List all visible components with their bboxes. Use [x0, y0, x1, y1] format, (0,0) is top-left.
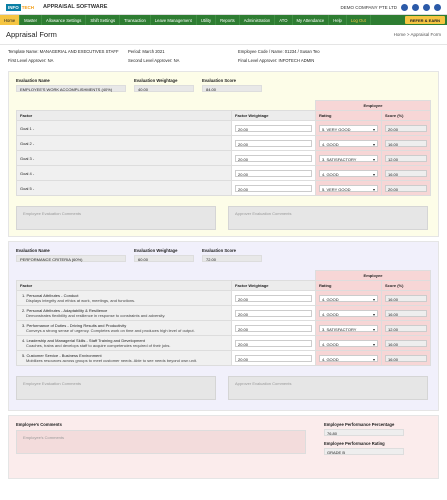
second-approver: Second Level Approver: NA	[128, 58, 180, 63]
eval-score-value: 84.00	[202, 85, 262, 92]
employee-evaluation-comments[interactable]: Employee Evaluation Comments	[16, 376, 216, 400]
performance-percentage-label: Employee Performance Percentage	[324, 422, 395, 427]
factor-table-1	[16, 100, 431, 196]
approver-evaluation-comments[interactable]: Approver Evaluation Comments	[228, 376, 428, 400]
factor-weight-input[interactable]: 20.00	[235, 340, 312, 347]
chevron-down-icon: ▾	[372, 326, 375, 332]
nav-administration[interactable]: Administration	[240, 15, 276, 25]
page-title: Appraisal Form	[6, 30, 57, 39]
factor-description: Demonstrates flexibility and resilience in response to constraints and adversity.	[26, 313, 166, 318]
rating-value: 5. VERY GOOD	[322, 126, 351, 132]
eval-score-label: Evaluation Score	[202, 248, 236, 253]
rating-select[interactable]	[319, 340, 378, 347]
nav-transaction[interactable]: Transaction	[120, 15, 151, 25]
rating-value: 4. GOOD	[322, 356, 339, 362]
nav-allowance[interactable]: Allowance Settings	[42, 15, 86, 25]
factor-weight-input[interactable]: 20.00	[235, 325, 312, 332]
factor-title: 2. Personal Attributes - Adaptability & Resilience	[22, 308, 108, 313]
rating-select[interactable]	[319, 140, 378, 147]
eval-score-label: Evaluation Score	[202, 78, 236, 83]
score-value: 16.00	[385, 295, 427, 302]
nav-master[interactable]: Master	[20, 15, 42, 25]
settings-icon[interactable]	[412, 4, 419, 11]
factor-row	[17, 306, 431, 321]
rating-select[interactable]	[319, 125, 378, 132]
employee-comments-label: Employee's Comments	[16, 422, 62, 427]
appraisal-info	[0, 45, 447, 67]
eval-name-label: Evaluation Name	[16, 78, 50, 83]
notification-icon[interactable]	[423, 4, 430, 11]
chevron-down-icon: ▾	[372, 126, 375, 132]
factor-row	[17, 151, 431, 166]
eval-weight-value: 40.00	[134, 85, 194, 92]
rating-header: Rating	[316, 111, 382, 121]
rating-value: 5. VERY GOOD	[322, 186, 351, 192]
factor-title: 1. Personal Attributes - Conduct	[22, 293, 79, 298]
eval-weight-label: Evaluation Weightage	[134, 248, 178, 253]
factor-cell	[17, 321, 232, 336]
factor-description: Displays integrity and ethics at work, meetings, and functions.	[26, 298, 136, 303]
final-approver: Final Level Approver: INFOTECH ADMIN	[238, 58, 315, 63]
nav-reports[interactable]: Reports	[216, 15, 240, 25]
eval-name-value: EMPLOYEE'S WORK ACCOMPLISHMENTS (40%)	[16, 85, 126, 92]
chevron-down-icon: ▾	[372, 141, 375, 147]
evaluation-section-1	[8, 71, 439, 237]
employee-header: Employee	[316, 101, 431, 111]
nav-shift[interactable]: Shift Settings	[86, 15, 120, 25]
factor-weight-input[interactable]: 20.00	[235, 140, 312, 147]
factor-weight-input[interactable]: 20.00	[235, 170, 312, 177]
company-name[interactable]: DEMO COMPANY PTE LTD	[340, 4, 397, 10]
factor-row	[17, 336, 431, 351]
eval-weight-label: Evaluation Weightage	[134, 78, 178, 83]
rating-value: 3. SATISFACTORY	[322, 326, 357, 332]
score-header: Score (%)	[382, 111, 431, 121]
chevron-down-icon: ▾	[372, 156, 375, 162]
performance-rating-label: Employee Performance Rating	[324, 441, 385, 446]
factor-weight-input[interactable]: 20.00	[235, 355, 312, 362]
rating-select[interactable]	[319, 310, 378, 317]
eval-name-value: PERFORMANCE CRITERIA (60%)	[16, 255, 126, 262]
help-icon[interactable]	[434, 4, 441, 11]
factor-cell	[17, 336, 232, 351]
chevron-down-icon: ▾	[372, 171, 375, 177]
rating-select[interactable]	[319, 170, 378, 177]
rating-select[interactable]	[319, 185, 378, 192]
chevron-down-icon: ▾	[372, 356, 375, 362]
breadcrumb[interactable]: Home > Appraisal Form	[393, 32, 441, 37]
score-value: 16.00	[385, 355, 427, 362]
factor-cell	[17, 151, 232, 166]
rating-select[interactable]	[319, 325, 378, 332]
eval-score-value: 72.00	[202, 255, 262, 262]
nav-utility[interactable]: Utility	[197, 15, 216, 25]
top-bar	[0, 0, 447, 15]
rating-value: 4. GOOD	[322, 311, 339, 317]
score-value: 16.00	[385, 340, 427, 347]
factor-title: Goal 5 -	[20, 185, 35, 191]
employee-evaluation-comments[interactable]: Employee Evaluation Comments	[16, 206, 216, 230]
rating-value: 4. GOOD	[322, 171, 339, 177]
factor-header: Factor	[17, 281, 232, 291]
nav-leave[interactable]: Leave Management	[151, 15, 197, 25]
user-icon[interactable]	[401, 4, 408, 11]
factor-weight-input[interactable]: 20.00	[235, 125, 312, 132]
evaluation-section-2	[8, 241, 439, 411]
summary-section	[8, 415, 439, 479]
rating-select[interactable]	[319, 295, 378, 302]
factor-title: 4. Leadership and Managerial Skills - Staff Training and Development	[22, 338, 145, 343]
factor-row	[17, 166, 431, 181]
factor-cell	[17, 351, 232, 366]
logo-part-b: TECH	[21, 4, 34, 10]
employee-comments-field[interactable]: Employee's Comments	[16, 430, 306, 454]
score-value: 12.00	[385, 325, 427, 332]
template-name: Template Name: MANAGERIAL AND EXECUTIVES STAFF	[8, 49, 119, 54]
factor-row	[17, 136, 431, 151]
score-value: 16.00	[385, 310, 427, 317]
factor-cell	[17, 181, 232, 196]
performance-rating-value: GRADE B	[324, 448, 404, 455]
factor-title: Goal 1 -	[20, 125, 35, 131]
score-value: 16.00	[385, 140, 427, 147]
chevron-down-icon: ▾	[372, 311, 375, 317]
logo-part-a: INFO	[8, 4, 19, 10]
employee-header: Employee	[316, 271, 431, 281]
factor-cell	[17, 121, 232, 136]
refer-earn-button[interactable]: REFER & EARN	[405, 16, 445, 24]
nav-home[interactable]: Home	[0, 15, 20, 25]
rating-value: 4. GOOD	[322, 296, 339, 302]
factor-description: Mobilizes resources across groups to meet customer needs. Able to see needs beyond own unit.	[26, 358, 197, 363]
eval-weight-value: 60.00	[134, 255, 194, 262]
nav-help[interactable]: Help	[329, 15, 347, 25]
chevron-down-icon: ▾	[372, 296, 375, 302]
factor-title: Goal 3 -	[20, 155, 35, 161]
score-value: 12.00	[385, 155, 427, 162]
factor-cell	[17, 136, 232, 151]
factor-title: 5. Customer Service - Business Environment	[22, 353, 102, 358]
app-title: APPRAISAL SOFTWARE	[43, 4, 108, 10]
factor-description: Conveys a strong sense of urgency. Completes work on time and produces high level of output.	[26, 328, 195, 333]
nav-attendance[interactable]: My Attendance	[293, 15, 330, 25]
factor-weight-header: Factor Weightage	[232, 281, 316, 291]
rating-header: Rating	[316, 281, 382, 291]
factor-weight-input[interactable]: 20.00	[235, 185, 312, 192]
factor-table-2	[16, 270, 431, 366]
factor-title: 3. Performance of Duties - Driving Results and Productivity	[22, 323, 127, 328]
factor-title: Goal 4 -	[20, 170, 35, 176]
employee-code-name: Employee Code / Name: 01234 / Susan Teo	[238, 49, 320, 54]
factor-cell	[17, 306, 232, 321]
rating-value: 3. SATISFACTORY	[322, 156, 357, 162]
rating-select[interactable]	[319, 355, 378, 362]
approver-evaluation-comments[interactable]: Approver Evaluation Comments	[228, 206, 428, 230]
factor-row	[17, 121, 431, 136]
factor-weight-input[interactable]: 20.00	[235, 310, 312, 317]
factor-description: Coaches, trains and develops staff to acquire competencies required of their jobs.	[26, 343, 171, 348]
rating-value: 4. GOOD	[322, 141, 339, 147]
score-value: 20.00	[385, 185, 427, 192]
factor-row	[17, 181, 431, 196]
factor-cell	[17, 166, 232, 181]
score-value: 16.00	[385, 170, 427, 177]
factor-row	[17, 291, 431, 306]
rating-value: 4. GOOD	[322, 341, 339, 347]
eval-name-label: Evaluation Name	[16, 248, 50, 253]
main-nav	[0, 15, 447, 25]
rating-select[interactable]	[319, 155, 378, 162]
factor-cell	[17, 291, 232, 306]
chevron-down-icon: ▾	[372, 341, 375, 347]
nav-ato[interactable]: ATO	[275, 15, 292, 25]
logout-link[interactable]: Log Out	[347, 15, 371, 25]
factor-weight-header: Factor Weightage	[232, 111, 316, 121]
factor-row	[17, 351, 431, 366]
factor-title: Goal 2 -	[20, 140, 35, 146]
performance-percentage-value: 76.80	[324, 429, 404, 436]
chevron-down-icon: ▾	[372, 186, 375, 192]
period: Period: March 2021	[128, 49, 165, 54]
score-value: 20.00	[385, 125, 427, 132]
factor-weight-input[interactable]: 20.00	[235, 155, 312, 162]
factor-weight-input[interactable]: 20.00	[235, 295, 312, 302]
first-approver: First Level Approver: NA	[8, 58, 54, 63]
page-header	[0, 25, 447, 45]
company-logo	[6, 3, 35, 12]
factor-row	[17, 321, 431, 336]
score-header: Score (%)	[382, 281, 431, 291]
factor-header: Factor	[17, 111, 232, 121]
